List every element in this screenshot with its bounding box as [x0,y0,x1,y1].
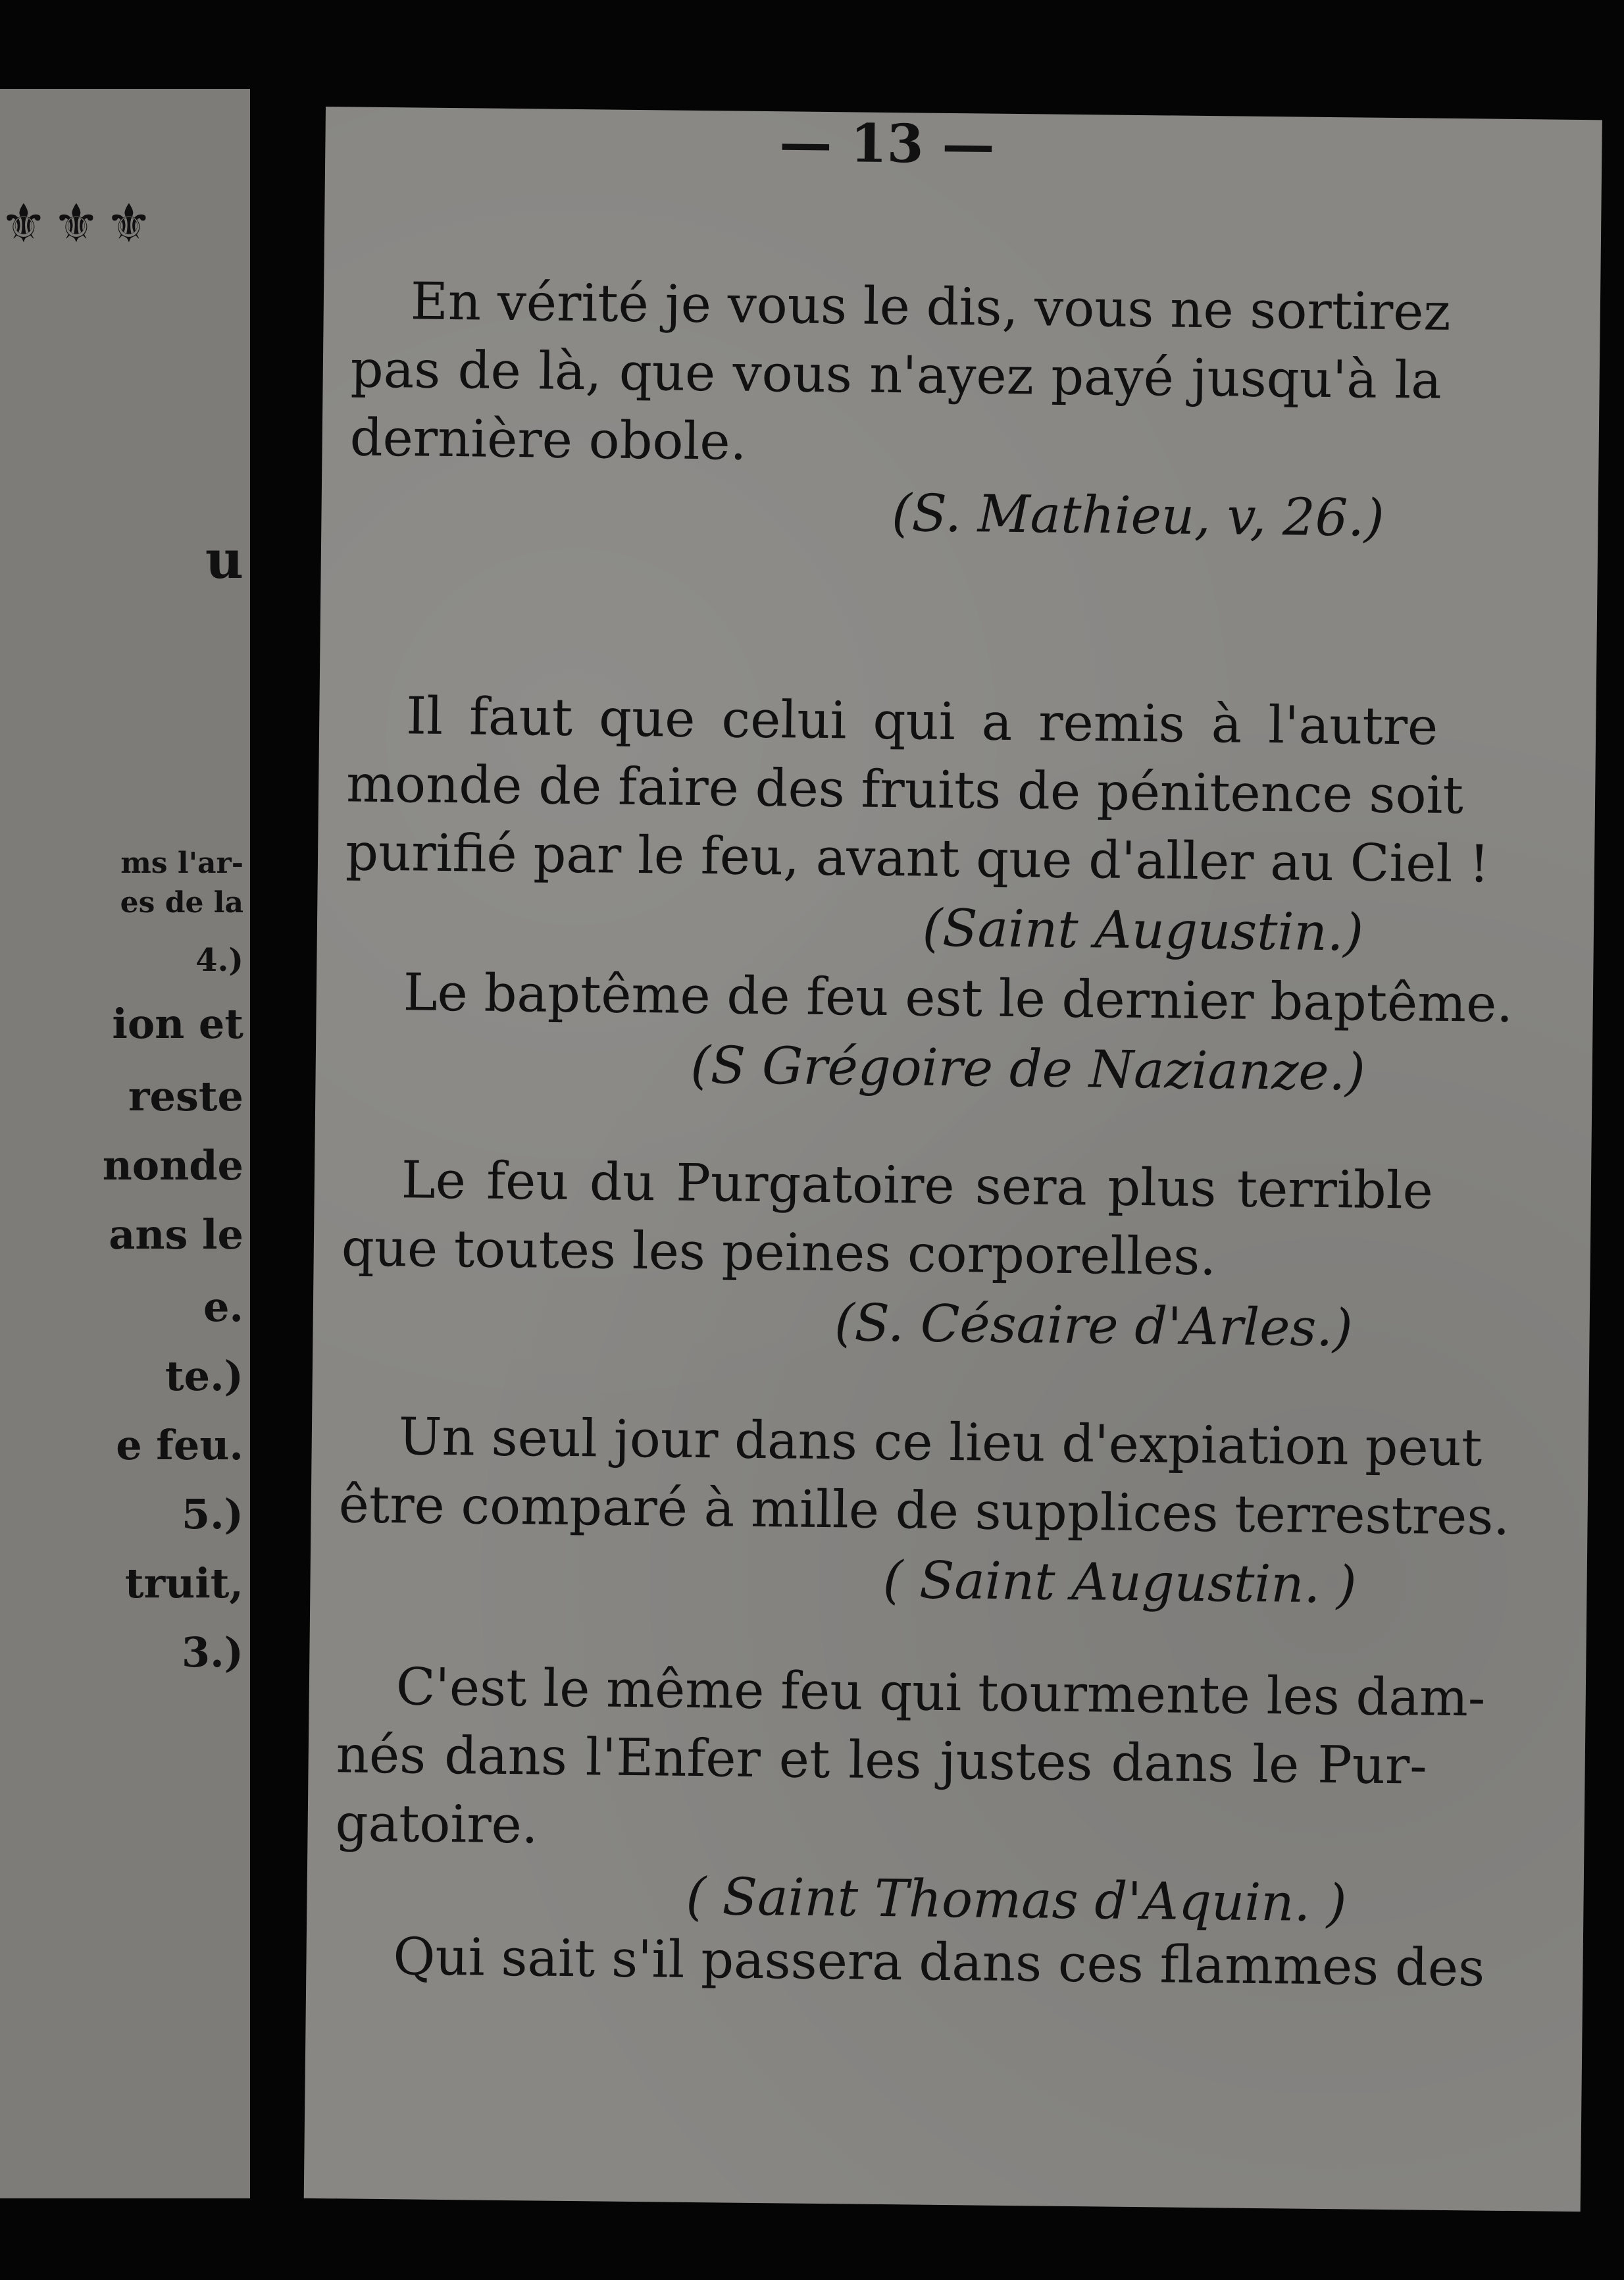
left-fragment-text: es de la [120,886,243,920]
ornament-border [0,193,158,276]
left-fragment-text: e. [203,1283,243,1331]
citation: (S. Mathieu, v, 26.) [891,484,1385,548]
left-fragment-text: 3.) [181,1628,243,1676]
left-fragment-text: truit, [124,1559,243,1607]
left-fragment-text: 4.) [195,942,243,979]
paragraph-line: dernière obole. [349,408,747,472]
left-fragment-text: ms l'ar- [120,846,243,880]
left-fragment-text: nonde [102,1141,243,1189]
citation: (Saint Augustin.) [922,898,1364,963]
left-fragment-text: reste [128,1072,243,1120]
citation: ( Saint Thomas d'Aquin. ) [686,1867,1347,1934]
paragraph-line: Il faut que celui qui a remis à l'autre [405,687,1438,757]
left-page [0,89,250,2198]
left-fragment-text: e feu. [116,1421,243,1469]
paragraph-line: Le baptême de feu est le dernier baptême. [403,963,1513,1034]
left-fragment-text: te.) [165,1352,243,1400]
paragraph-line: pas de là, que vous n'ayez payé jusqu'à la [350,340,1442,411]
left-fragment-text: ans le [109,1210,243,1258]
citation: ( Saint Augustin. ) [882,1550,1358,1615]
paragraph-line: C'est le même feu qui tourmente les dam- [395,1657,1486,1728]
paragraph-line: nés dans l'Enfer et les justes dans le Pur- [336,1725,1428,1796]
page-number: — 13 — [778,111,995,176]
paragraph-line: Qui sait s'il passera dans ces flammes des [393,1927,1485,1998]
paragraph-line: Le feu du Purgatoire sera plus terrible [401,1151,1434,1221]
fleur-icon: ⚜ [53,193,100,254]
paragraph-line: être comparé à mille de supplices terrestres. [338,1475,1510,1547]
citation: (S. Césaire d'Arles.) [834,1293,1354,1359]
citation: (S Grégoire de Nazianze.) [690,1035,1366,1102]
left-fragment-text: u [205,529,243,590]
paragraph-line: Un seul jour dans ce lieu d'expiation peut [398,1407,1483,1478]
left-fragment-text: 5.) [181,1490,243,1538]
right-page [304,107,1602,2212]
paragraph-line: gatoire. [335,1794,539,1855]
fleur-icon: ⚜ [0,193,47,254]
fleur-icon: ⚜ [105,193,153,254]
paragraph-line: En vérité je vous le dis, vous ne sortirez [410,272,1452,342]
paragraph-line: monde de faire des fruits de pénitence soit [345,754,1464,826]
left-fragment-text: ion et [112,1000,243,1048]
paragraph-line: que toutes les peines corporelles. [341,1218,1217,1287]
paragraph-line: purifié par le feu, avant que d'aller au Ciel ! [345,823,1490,894]
